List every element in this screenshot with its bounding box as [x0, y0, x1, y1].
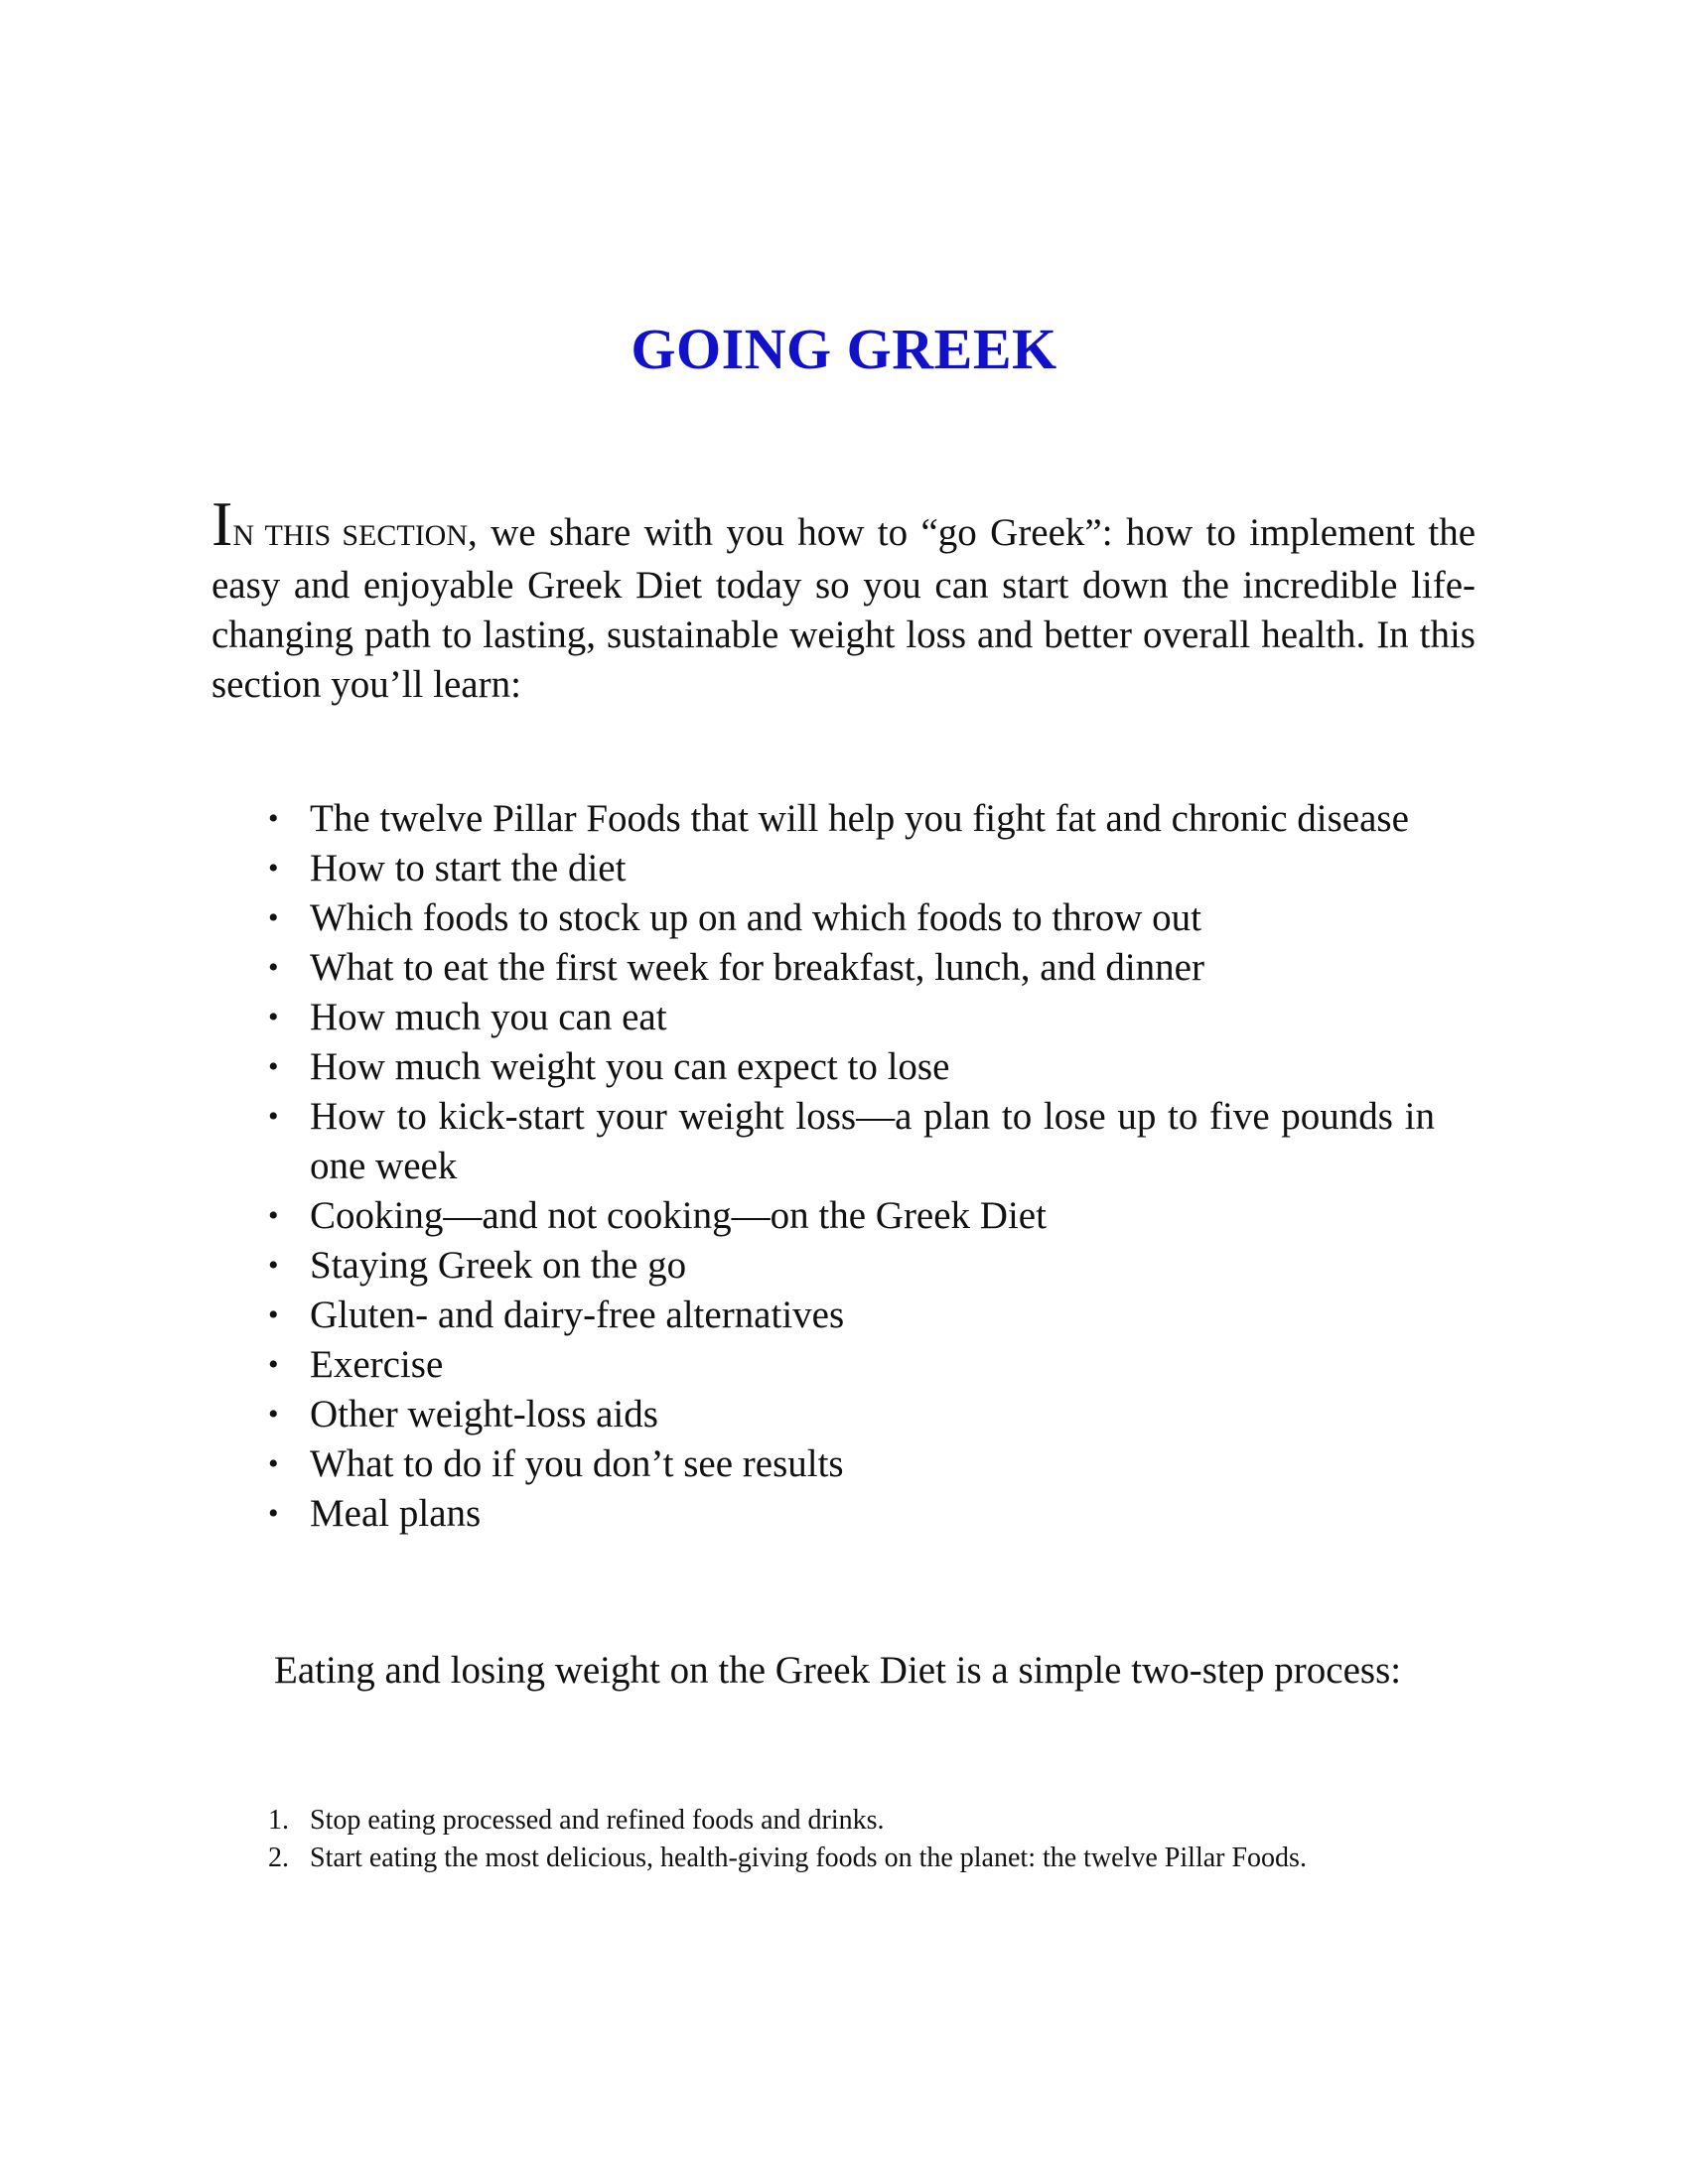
list-item-text: How much weight you can expect to lose	[310, 1045, 950, 1088]
list-item	[268, 1439, 1435, 1489]
step-text: Start eating the most delicious, health-giving foods on the planet: the twelve Pillar Foods.	[310, 1843, 1307, 1873]
drop-cap: I	[211, 488, 233, 559]
list-item	[268, 1489, 1435, 1539]
step-text: Stop eating processed and refined foods and drinks.	[310, 1805, 885, 1836]
list-item	[268, 1241, 1435, 1291]
list-item-text: Which foods to stock up on and which foods to throw out	[310, 896, 1201, 939]
list-item-text: How to kick-start your weight loss—a plan to lose up to five pounds in one week	[310, 1095, 1435, 1187]
bullet-icon: •	[268, 1100, 279, 1133]
list-item	[268, 1340, 1435, 1390]
intro-small-caps: N THIS SECTION	[232, 519, 469, 552]
learn-list	[268, 794, 1435, 1539]
bullet-icon: •	[268, 1298, 279, 1331]
list-item	[268, 1191, 1435, 1241]
bullet-icon: •	[268, 1447, 279, 1480]
list-item-text: Cooking—and not cooking—on the Greek Diet	[310, 1194, 1047, 1237]
list-item	[268, 1092, 1435, 1191]
list-item	[268, 1291, 1435, 1340]
step-number: 2.	[268, 1843, 289, 1873]
bullet-icon: •	[268, 1249, 279, 1282]
list-item	[268, 993, 1435, 1042]
list-item	[268, 1390, 1435, 1439]
list-item-text: Gluten- and dairy-free alternatives	[310, 1294, 845, 1336]
list-item-text: Other weight-loss aids	[310, 1393, 658, 1435]
section-title: GOING GREEK	[631, 317, 1057, 381]
list-item-text: The twelve Pillar Foods that will help you fight fat and chronic disease	[310, 797, 1409, 840]
bullet-icon: •	[268, 1348, 279, 1381]
list-item-text: Exercise	[310, 1343, 444, 1386]
intro-text: , we share with you how to “go Greek”: how to implement the easy and enjoyable Greek Diet today so you can start down the incredible life-changing path to lasting, sustainable weight loss and better overall health. In this section you’ll learn:	[211, 511, 1477, 706]
bullet-icon: •	[268, 852, 279, 885]
list-item	[268, 1042, 1435, 1092]
bullet-icon: •	[268, 1199, 279, 1232]
steps-list	[268, 1802, 1509, 1877]
step-item	[268, 1840, 1509, 1877]
list-item	[268, 844, 1435, 893]
step-item	[268, 1802, 1509, 1840]
process-paragraph: Eating and losing weight on the Greek Diet is a simple two-step process:	[274, 1649, 1402, 1692]
list-item-text: How to start the diet	[310, 847, 627, 889]
list-item-text: Staying Greek on the go	[310, 1244, 687, 1287]
list-item	[268, 893, 1435, 943]
list-item	[268, 794, 1435, 844]
list-item	[268, 943, 1435, 993]
bullet-icon: •	[268, 901, 279, 934]
bullet-icon: •	[268, 951, 279, 984]
step-number: 1.	[268, 1805, 289, 1836]
bullet-icon: •	[268, 1050, 279, 1083]
bullet-icon: •	[268, 802, 279, 835]
list-item-text: What to do if you don’t see results	[310, 1442, 844, 1485]
list-item-text: Meal plans	[310, 1492, 482, 1535]
bullet-icon: •	[268, 1398, 279, 1431]
list-item-text: How much you can eat	[310, 996, 667, 1038]
intro-paragraph	[211, 488, 1477, 710]
bullet-icon: •	[268, 1497, 279, 1530]
list-item-text: What to eat the first week for breakfast, lunch, and dinner	[310, 946, 1204, 989]
bullet-icon: •	[268, 1001, 279, 1033]
